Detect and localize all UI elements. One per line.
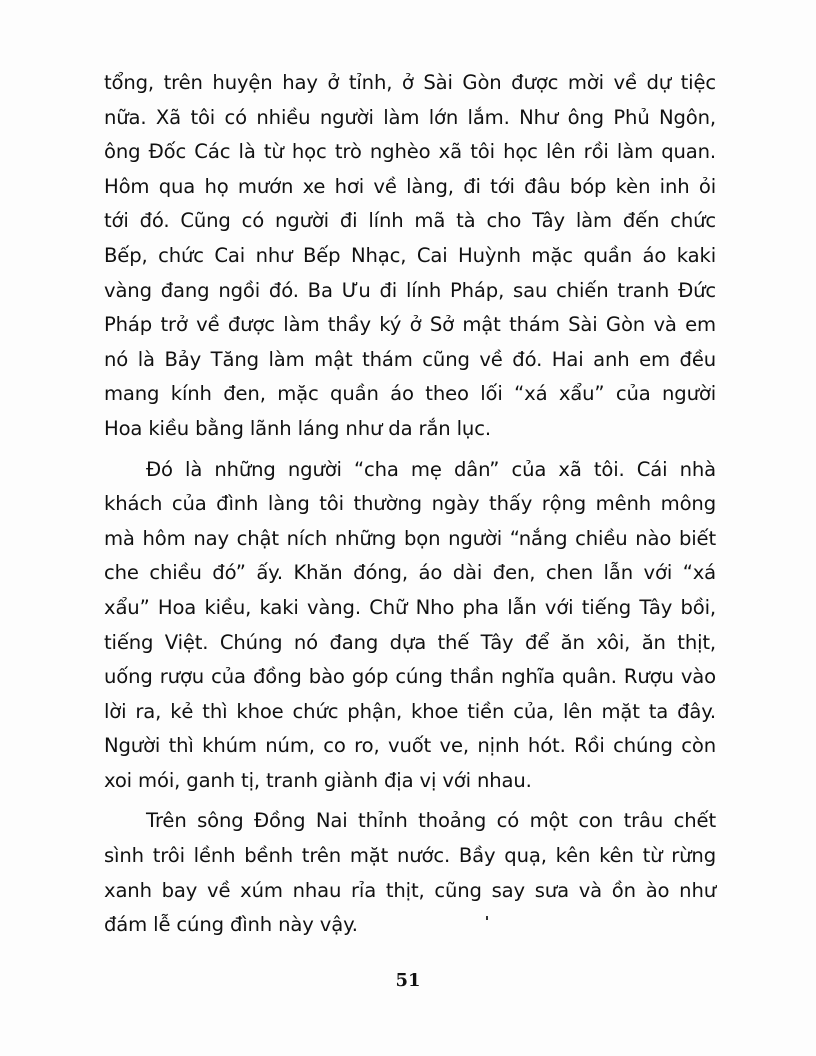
- text-line: Hoa kiều bằng lãnh láng như da rắn lục.: [104, 416, 491, 440]
- text-line: Đó là những người “cha mẹ dân” của xã tôi. Cái nhà: [146, 457, 716, 481]
- text-line: khách của đình làng tôi thường ngày thấy rộng mênh mông: [104, 492, 716, 516]
- text-line: tới đó. Cũng có người đi lính mã tà cho Tây làm đến chức: [104, 209, 716, 233]
- text-line: đám lễ cúng đình này vậy.: [104, 913, 358, 937]
- text-line: tổng, trên huyện hay ở tỉnh, ở Sài Gòn được mời về dự tiệc: [104, 71, 716, 94]
- text-line: lời ra, kẻ thì khoe chức phận, khoe tiền của, lên mặt ta đây.: [104, 699, 716, 723]
- text-line: vàng đang ngồi đó. Ba Ưu đi lính Pháp, sau chiến tranh Đức: [104, 278, 716, 302]
- text-line: xẩu” Hoa kiều, kaki vàng. Chữ Nho pha lẫn với tiếng Tây bồi,: [104, 595, 716, 619]
- text-line: xoi mói, ganh tị, tranh giành địa vị với nhau.: [104, 768, 532, 792]
- page-number: 51: [395, 970, 421, 991]
- text-line: ông Đốc Các là từ học trò nghèo xã tôi học lên rồi làm quan.: [104, 140, 716, 164]
- text-line: mà hôm nay chật ních những bọn người “nắng chiều nào biết: [104, 526, 716, 550]
- text-line: nó là Bảy Tăng làm mật thám cũng về đó. Hai anh em đều: [104, 347, 716, 371]
- text-line: Trên sông Đồng Nai thỉnh thoảng có một con trâu chết: [146, 809, 716, 833]
- text-line: Bếp, chức Cai như Bếp Nhạc, Cai Huỳnh mặc quần áo kaki: [104, 243, 716, 267]
- body-text: [104, 66, 716, 943]
- paragraph-2: [104, 453, 716, 799]
- paragraph-3: [104, 804, 716, 942]
- text-line: Hôm qua họ mướn xe hơi về làng, đi tới đâu bóp kèn inh ỏi: [104, 174, 716, 198]
- text-line: tiếng Việt. Chúng nó đang dựa thế Tây để ăn xôi, ăn thịt,: [104, 630, 716, 654]
- text-line: sình trôi lềnh bềnh trên mặt nước. Bầy quạ, kên kên từ rừng: [104, 844, 716, 868]
- text-line: nữa. Xã tôi có nhiều người làm lớn lắm. Như ông Phủ Ngôn,: [104, 105, 716, 129]
- text-line: Người thì khúm núm, co ro, vuốt ve, nịnh hót. Rồi chúng còn: [104, 734, 716, 758]
- text-line: mang kính đen, mặc quần áo theo lối “xá xẩu” của người: [104, 382, 716, 406]
- text-line: Pháp trở về được làm thầy ký ở Sở mật thám Sài Gòn và em: [104, 313, 716, 337]
- paragraph-1: [104, 66, 716, 447]
- text-line: xanh bay về xúm nhau rỉa thịt, cũng say sưa và ồn ào như: [104, 878, 716, 902]
- scan-speck: [486, 916, 488, 920]
- text-line: che chiều đó” ấy. Khăn đóng, áo dài đen, chen lẫn với “xá: [104, 561, 716, 585]
- text-line: uống rượu của đồng bào góp cúng thần nghĩa quân. Rượu vào: [104, 665, 716, 689]
